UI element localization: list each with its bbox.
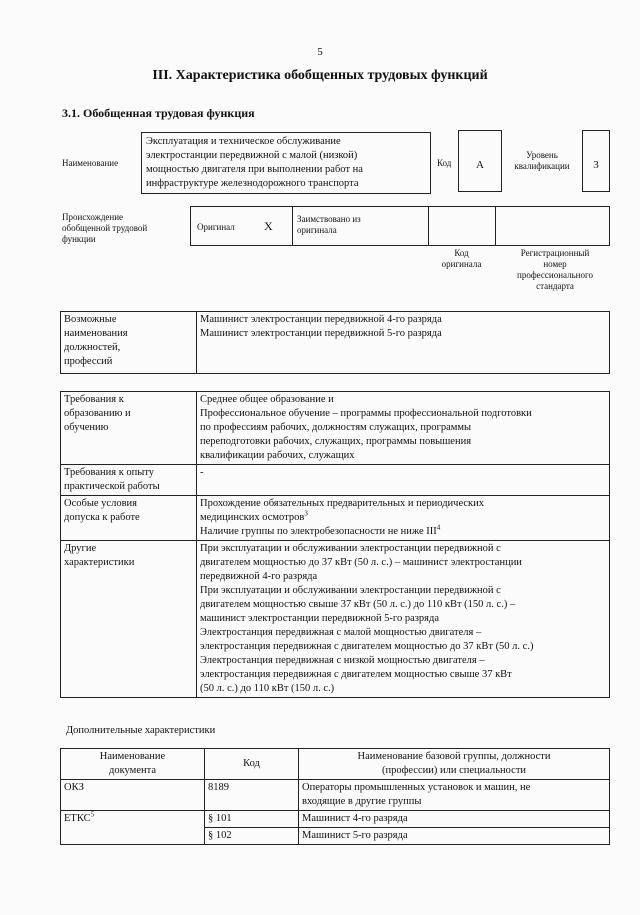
req-label <box>61 465 197 496</box>
row-name <box>299 780 610 811</box>
footnote-mark: 5 <box>90 810 95 819</box>
origin-label-line: обобщенной трудовой <box>62 223 148 233</box>
req-value-line: по профессиям рабочих, должностям служащих, программы <box>200 422 472 433</box>
doc-code: § 101 <box>208 813 232 824</box>
req-value-line: Электростанция передвижная с малой мощностью двигателя – <box>200 627 482 638</box>
origin-divider <box>428 206 429 246</box>
req-label <box>61 392 197 465</box>
req-value-line <box>200 511 606 525</box>
function-name-line: мощностью двигателя при выполнении работ на <box>146 164 363 175</box>
positions-label-line: профессий <box>64 356 113 367</box>
req-value-line <box>200 525 606 539</box>
positions-table <box>60 311 610 374</box>
origin-divider <box>292 206 293 246</box>
origin-label-line: функции <box>62 234 96 244</box>
header-code <box>205 749 299 780</box>
req-value-line: квалификации рабочих, служащих <box>200 450 355 461</box>
req-label-line: Другие <box>64 543 97 554</box>
req-value-line: При эксплуатации и обслуживании электростанции передвижной с <box>200 585 501 596</box>
doc-code: 8189 <box>208 782 229 793</box>
req-value <box>197 392 610 465</box>
header-line: Наименование <box>99 751 166 762</box>
req-label <box>61 541 197 698</box>
header-line: Наименование базовой группы, должности <box>357 751 551 762</box>
code-original-line: оригинала <box>441 259 482 269</box>
req-value-line: машинист электростанции передвижной 5-го разряда <box>200 613 439 624</box>
header-document <box>61 749 205 780</box>
function-name-line: Эксплуатация и техническое обслуживание <box>146 136 341 147</box>
borrowed-label-line: оригинала <box>297 225 337 235</box>
req-label-line: обучению <box>64 422 109 433</box>
name-label: Наименование <box>62 158 119 168</box>
header-line: Код <box>243 758 260 769</box>
req-value-line: (50 л. с.) до 110 кВт (150 л. с.) <box>200 683 335 694</box>
level-label <box>503 150 581 172</box>
position-item: Машинист электростанции передвижной 4-го разряда <box>200 314 442 325</box>
req-value-line: Профессиональное обучение – программы профессиональной подготовки <box>200 408 532 419</box>
subsection-title: 3.1. Обобщенная трудовая функция <box>62 106 255 120</box>
req-value <box>197 541 610 698</box>
req-value-line: Электростанция передвижная с низкой мощностью двигателя – <box>200 655 485 666</box>
level-label-line: квалификации <box>514 161 570 171</box>
req-label-line: Особые условия <box>64 498 137 509</box>
req-value-text: Наличие группы по электробезопасности не ниже III <box>200 526 437 537</box>
additional-table <box>60 748 610 845</box>
reg-number-line: номер <box>543 259 567 269</box>
reg-number-line: профессионального <box>517 270 593 280</box>
requirements-table <box>60 391 610 698</box>
req-label <box>61 496 197 541</box>
doc-name: ЕТКС <box>64 813 91 824</box>
section-title: III. Характеристика обобщенных трудовых функций <box>152 68 488 83</box>
req-value-line: При эксплуатации и обслуживании электростанции передвижной с <box>200 543 501 554</box>
row-code <box>205 780 299 811</box>
row-document <box>61 811 205 845</box>
code-original-line: Код <box>454 248 469 258</box>
row-name <box>299 811 610 828</box>
level-value: 3 <box>593 159 599 171</box>
req-label-line: допуска к работе <box>64 512 140 523</box>
req-value-line: Прохождение обязательных предварительных и периодических <box>200 498 485 509</box>
reg-number-label <box>500 248 610 292</box>
function-name-line: электростанции передвижной с малой (низкой) <box>146 150 358 161</box>
req-value-line: - <box>200 467 204 478</box>
original-label: Оригинал <box>197 222 235 232</box>
req-label-line: практической работы <box>64 481 160 492</box>
origin-table <box>190 206 610 246</box>
function-name-box <box>141 132 431 194</box>
table-row <box>61 780 610 811</box>
req-value-line: двигателем мощностью свыше 37 кВт (50 л. с.) до 110 кВт (150 л. с.) – <box>200 599 516 610</box>
footnote-mark: 4 <box>436 523 441 532</box>
code-label: Код <box>437 158 452 168</box>
reg-number-line: стандарта <box>536 281 574 291</box>
req-label-line: Требования к опыту <box>64 467 155 478</box>
borrowed-label <box>297 214 361 236</box>
function-name-line: инфраструктуре железнодорожного транспорта <box>146 178 359 189</box>
positions-label-line: должностей, <box>64 342 121 353</box>
req-value-line: передвижной 4-го разряда <box>200 571 318 582</box>
borrowed-label-line: Заимствовано из <box>297 214 361 224</box>
code-original-label <box>428 248 495 270</box>
row-name-line: Машинист 5-го разряда <box>302 830 408 841</box>
position-item: Машинист электростанции передвижной 5-го разряда <box>200 328 442 339</box>
row-code <box>205 811 299 828</box>
doc-code: § 102 <box>208 830 232 841</box>
req-value-line: переподготовки рабочих, служащих, программы повышения <box>200 436 472 447</box>
positions-label-line: Возможные <box>64 314 117 325</box>
row-name-line: Машинист 4-го разряда <box>302 813 408 824</box>
header-name <box>299 749 610 780</box>
req-value <box>197 465 610 496</box>
header-line: (профессии) или специальности <box>381 765 527 776</box>
row-code <box>205 828 299 845</box>
origin-label-line: Происхождение <box>62 212 124 222</box>
req-value <box>197 496 610 541</box>
level-label-line: Уровень <box>526 150 558 160</box>
code-value: А <box>476 159 484 171</box>
table-row <box>61 811 610 828</box>
positions-label <box>61 312 197 374</box>
positions-values <box>197 312 610 374</box>
req-label-line: образованию и <box>64 408 131 419</box>
req-label-line: Требования к <box>64 394 124 405</box>
reg-number-line: Регистрационный <box>520 248 590 258</box>
req-value-line: электростанция передвижная с двигателем мощностью свыше 37 кВт <box>200 669 512 680</box>
req-value-line: двигателем мощностью до 37 кВт (50 л. с.) – машинист электростанции <box>200 557 522 568</box>
origin-label <box>62 212 147 245</box>
code-value-box <box>458 130 502 192</box>
level-value-box <box>582 130 610 192</box>
row-name-line: входящие в другие группы <box>302 796 422 807</box>
footnote-mark: 3 <box>304 509 308 518</box>
row-document <box>61 780 205 811</box>
req-value-text: медицинских осмотров <box>200 512 305 523</box>
additional-title: Дополнительные характеристики <box>66 725 216 736</box>
page-number: 5 <box>317 46 323 58</box>
row-name-line: Операторы промышленных установок и машин, не <box>302 782 531 793</box>
req-value-line: Среднее общее образование и <box>200 394 334 405</box>
req-value-line: электростанция передвижная с двигателем мощностью до 37 кВт (50 л. с.) <box>200 641 534 652</box>
doc-name: ОКЗ <box>64 782 84 793</box>
origin-divider <box>495 206 496 246</box>
req-label-line: характеристики <box>64 557 135 568</box>
original-mark: Х <box>264 219 273 233</box>
row-name <box>299 828 610 845</box>
header-line: документа <box>109 765 156 776</box>
positions-label-line: наименования <box>64 328 128 339</box>
